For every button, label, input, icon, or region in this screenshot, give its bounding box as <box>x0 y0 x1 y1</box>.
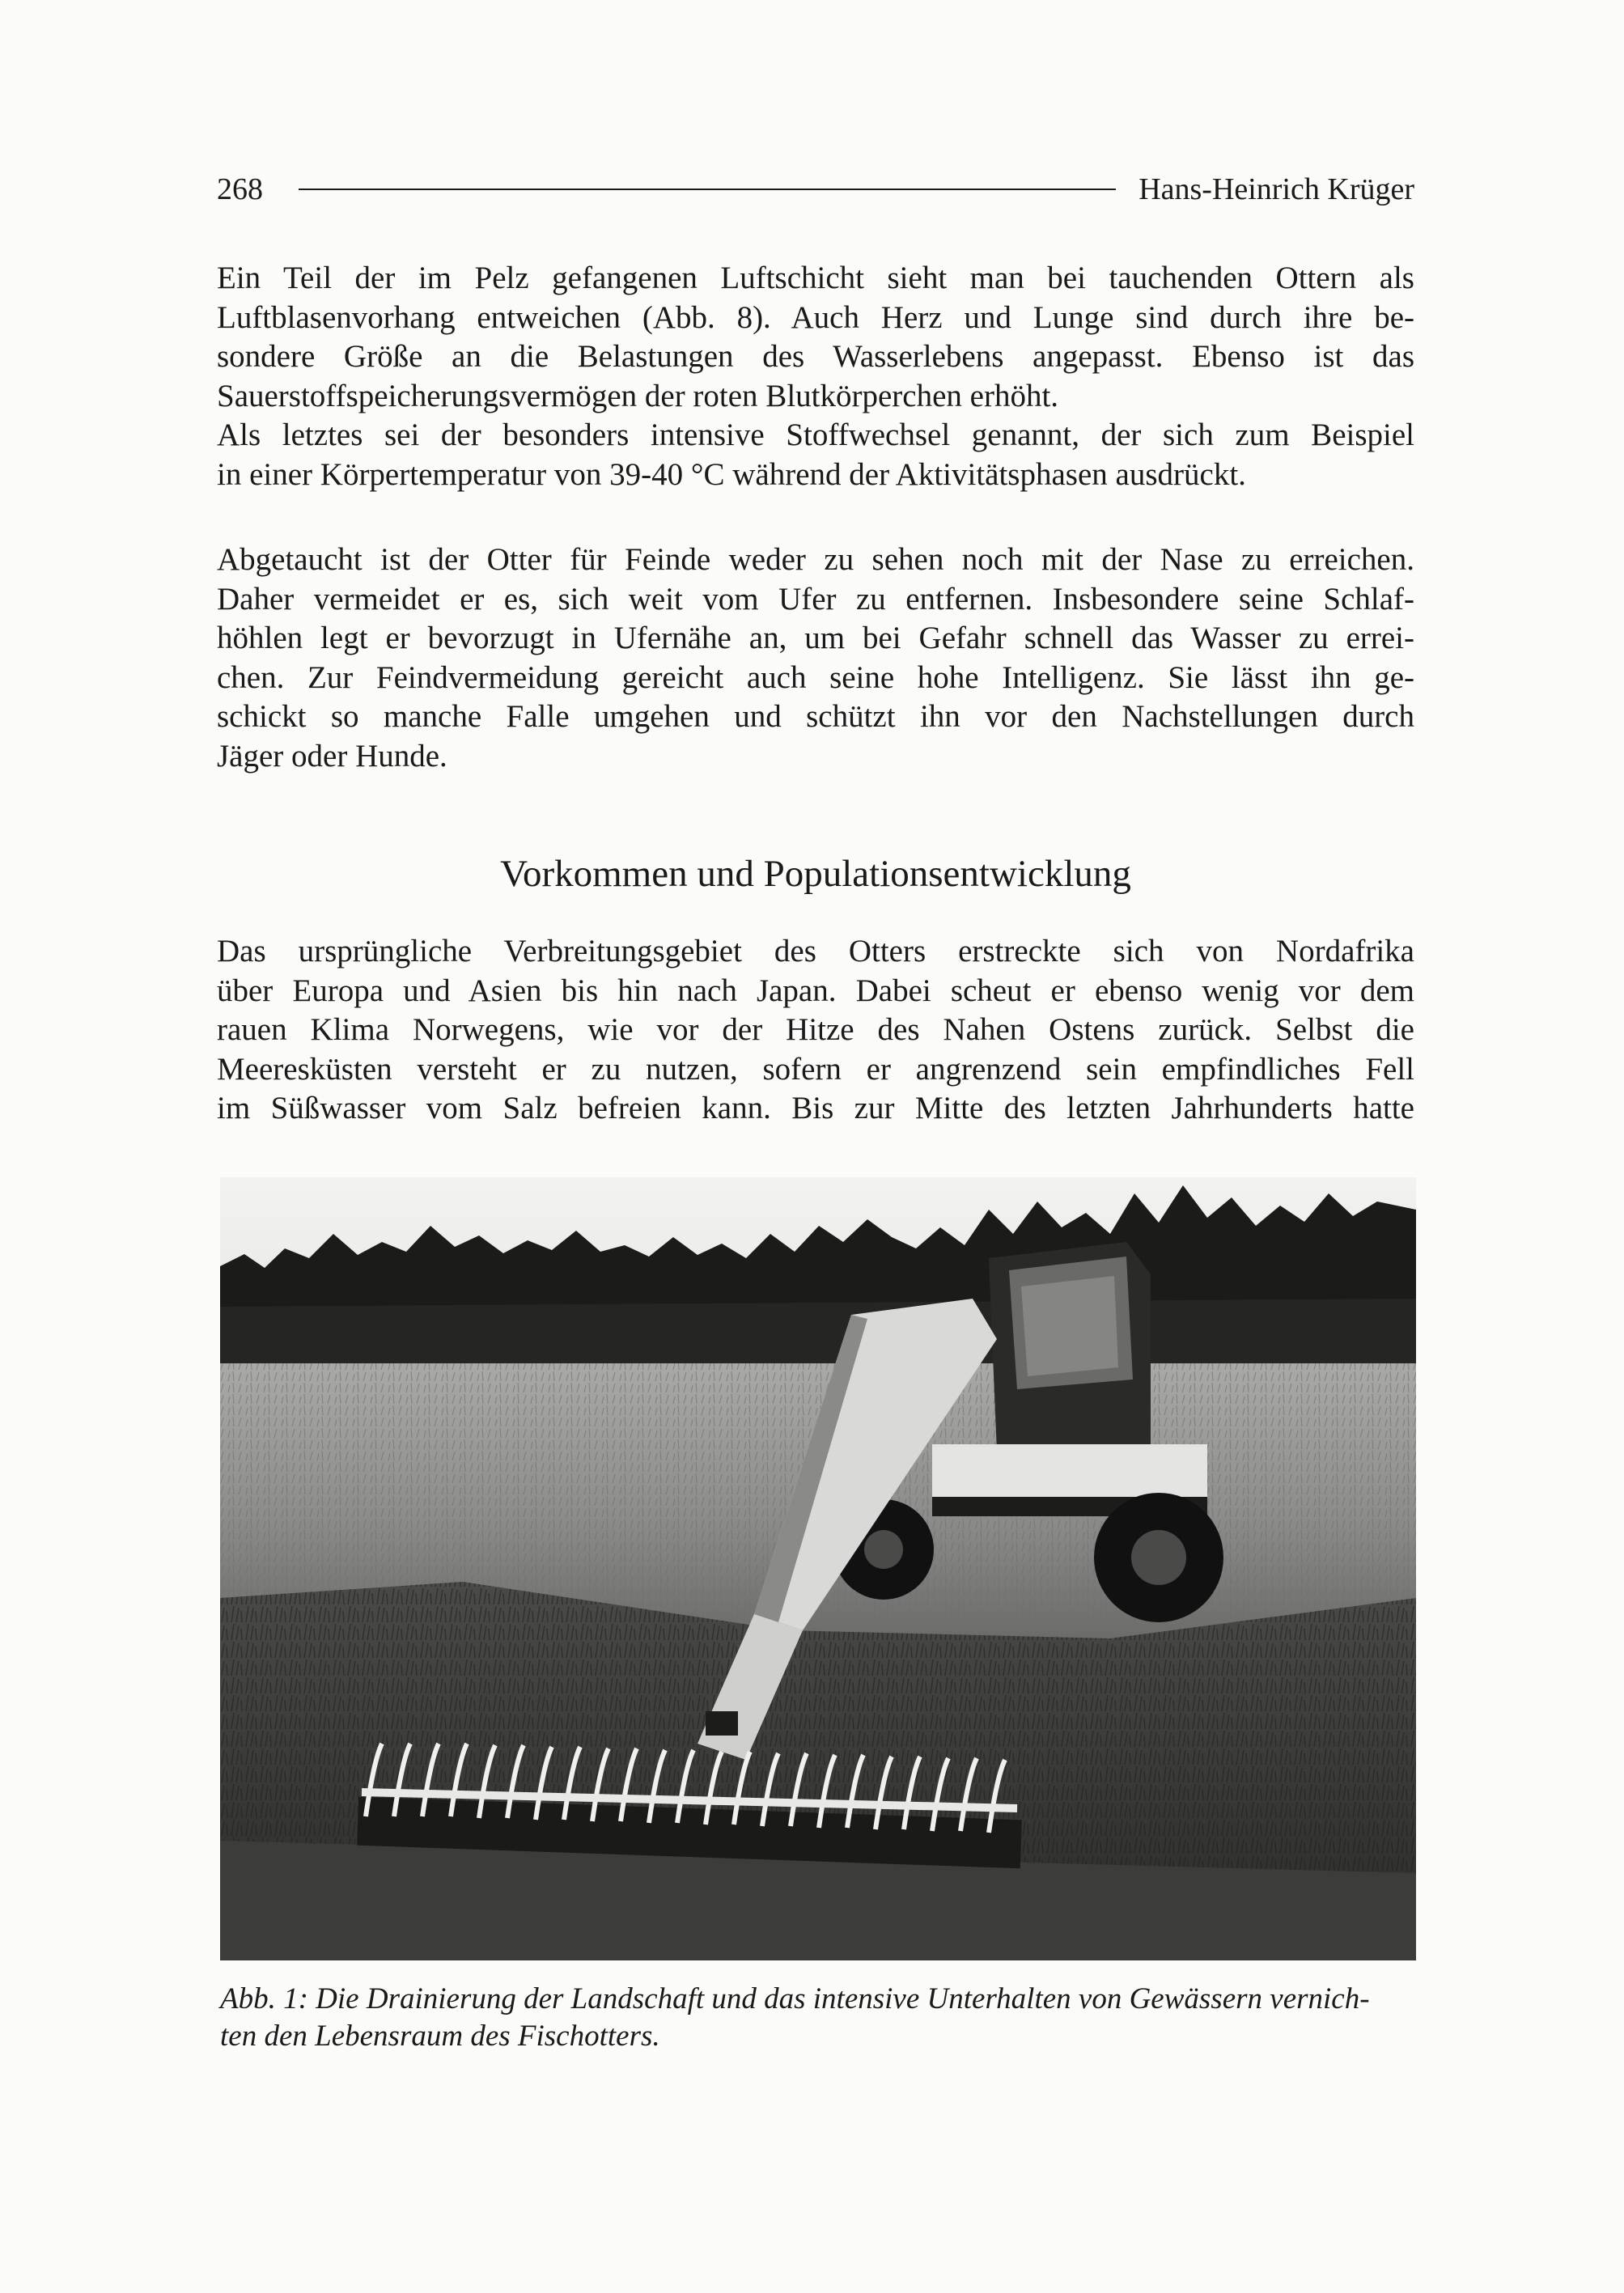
figure-photo <box>220 1177 1416 1960</box>
text-line: Das ursprüngliche Verbreitungsgebiet des Otters erstreckte sich von Nordafrika <box>217 934 1414 968</box>
text-line: sondere Größe an die Belastungen des Wasserlebens angepasst. Ebenso ist das <box>217 339 1414 374</box>
figure-caption <box>220 1981 1416 2055</box>
text-line: Meeresküsten versteht er zu nutzen, sofern er angrenzend sein empfindliches Fell <box>217 1051 1414 1087</box>
section-heading: Vorkommen und Populationsentwicklung <box>500 853 1131 895</box>
body-paragraph-2 <box>217 540 1414 776</box>
text-line: Luftblasenvorhang entweichen (Abb. 8). Auch Herz und Lunge sind durch ihre be- <box>217 299 1414 335</box>
text-line: Ein Teil der im Pelz gefangenen Luftschicht sieht man bei tauchenden Ottern als <box>217 261 1414 295</box>
caption-line: ten den Lebensraum des Fischotters. <box>220 2020 660 2053</box>
text-line: im Süßwasser vom Salz befreien kann. Bis zur Mitte des letzten Jahrhunderts hatte <box>217 1091 1414 1125</box>
text-line: schickt so manche Falle umgehen und schützt ihn vor den Nachstellungen durch <box>217 699 1414 734</box>
running-header <box>217 165 1414 214</box>
excavator-photo-illustration <box>220 1177 1416 1960</box>
text-line: über Europa und Asien bis hin nach Japan. Dabei scheut er ebenso wenig vor dem <box>217 973 1414 1008</box>
text-line: höhlen legt er bevorzugt in Ufernähe an, um bei Gefahr schnell das Wasser zu errei- <box>217 621 1414 655</box>
text-line: chen. Zur Feindvermeidung gereicht auch seine hohe Intelligenz. Sie lässt ihn ge- <box>217 659 1414 695</box>
text-line: rauen Klima Norwegens, wie vor der Hitze des Nahen Ostens zurück. Selbst die <box>217 1012 1414 1047</box>
text-line: Sauerstoffspeicherungsvermögen der roten Blutkörperchen erhöht. <box>217 378 1059 413</box>
header-rule <box>299 189 1116 190</box>
page-number: 268 <box>217 172 263 206</box>
text-line: Abgetaucht ist der Otter für Feinde weder zu sehen noch mit der Nase zu erreichen. <box>217 542 1414 577</box>
text-line: Jäger oder Hunde. <box>217 738 447 774</box>
body-paragraph-3 <box>217 932 1414 1129</box>
text-line: in einer Körpertemperatur von 39-40 °C während der Aktivitätsphasen ausdrückt. <box>217 456 1246 492</box>
caption-line: Abb. 1: Die Drainierung der Landschaft und das intensive Unterhalten von Gewässern vernich- <box>220 1982 1370 2015</box>
text-line: Daher vermeidet er es, sich weit vom Ufer zu entfernen. Insbesondere seine Schlaf- <box>217 581 1414 617</box>
body-paragraph-1 <box>217 259 1414 494</box>
text-line: Als letztes sei der besonders intensive Stoffwechsel genannt, der sich zum Beispiel <box>217 417 1414 452</box>
running-author: Hans-Heinrich Krüger <box>1138 172 1414 206</box>
